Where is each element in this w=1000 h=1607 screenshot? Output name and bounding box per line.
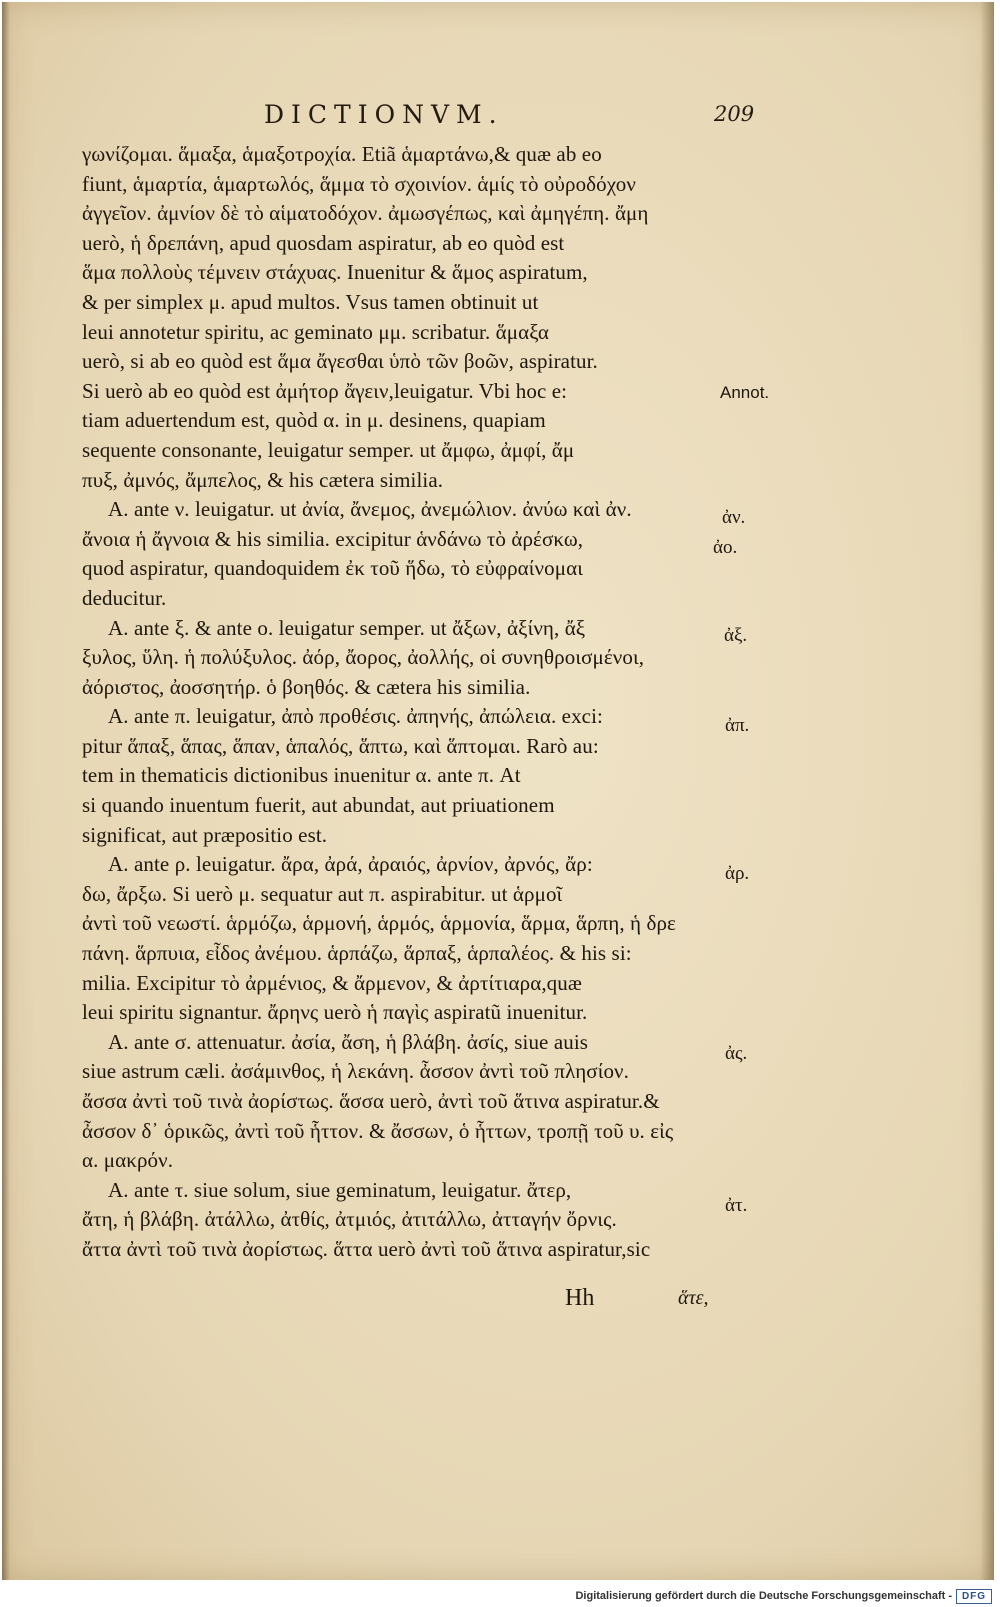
page-number: 209 — [714, 102, 755, 126]
body-text — [82, 140, 722, 1265]
text-line: ἀγγεῖον. ἀμνίον δὲ τὸ αἱματοδόχον. ἀμωσγέπως, καὶ ἀμηγέπη. ἄμη — [82, 201, 649, 226]
text-line: A. ante ξ. & ante ο. leuigatur semper. ut ἄξων, ἀξίνη, ἄξ — [108, 615, 586, 640]
margin-note-at: ἀτ. — [725, 1195, 748, 1216]
margin-note-an: ἀν. — [722, 507, 746, 528]
margin-note-ar: ἀρ. — [725, 863, 750, 884]
page-left-shadow — [2, 2, 10, 1580]
text-line: milia. Excipitur τὸ ἀρμένιος, & ἄρμενον, & ἀρτίτιαρα,quæ — [82, 970, 582, 995]
text-line: uerò, ἡ δρεπάνη, apud quosdam aspiratur, ab eo quòd est — [82, 230, 565, 255]
text-line: ἆσσον δ᾽ ὁρικῶς, ἀντὶ τοῦ ἧττον. & ἄσσων, ὁ ἧττων, τροπῇ τοῦ υ. εἰς — [82, 1118, 674, 1143]
text-line: si quando inuentum fuerit, aut abundat, aut priuationem — [82, 793, 555, 818]
text-line: A. ante τ. siue solum, siue geminatum, leuigatur. ἄτερ, — [108, 1177, 572, 1202]
margin-note-ap: ἀπ. — [725, 715, 750, 736]
text-line: δω, ἄρξω. Si uerò μ. sequatur aut π. aspirabitur. ut ἁρμοῖ — [82, 881, 563, 906]
text-line: α. μακρόν. — [82, 1148, 174, 1173]
page-header — [2, 100, 994, 134]
text-line: pitur ἅπαξ, ἅπας, ἅπαν, ἁπαλός, ἅπτω, καὶ ἅπτομαι. Rarò au: — [82, 733, 599, 758]
text-line: ἄτη, ἡ βλάβη. ἀτάλλω, ἀτθίς, ἀτμιός, ἀτιτάλλω, ἀτταγήν ὄρνις. — [82, 1207, 617, 1232]
text-line: ἀντὶ τοῦ νεωστί. ἁρμόζω, ἁρμονή, ἁρμός, ἁρμονία, ἅρμα, ἅρπη, ἡ δρε — [82, 911, 676, 936]
text-line: deducitur. — [82, 585, 167, 610]
catchword: ἅτε, — [678, 1287, 709, 1309]
text-line: A. ante π. leuigatur, ἀπὸ προθέσις. ἀπηνής, ἀπώλεια. exci: — [108, 704, 603, 729]
margin-note-ao: ἀο. — [713, 537, 738, 558]
text-line: tem in thematicis dictionibus inuenitur α. ante π. At — [82, 763, 521, 788]
footer-credit: Digitalisierung gefördert durch die Deutsche Forschungsgemeinschaft - — [575, 1590, 952, 1602]
text-line: quod aspiratur, quandoquidem ἐκ τοῦ ἥδω, τὸ εὐφραίνομαι — [82, 556, 583, 581]
book-page-scan — [2, 2, 994, 1580]
text-line: ξυλος, ὕλη. ἡ πολύξυλος. ἀόρ, ἄορος, ἀολλής, οἱ συνηθροισμένοι, — [82, 645, 645, 670]
digitization-footer — [0, 1588, 1000, 1607]
page-right-shadow — [980, 2, 994, 1580]
text-line: leui annotetur spiritu, ac geminato μμ. scribatur. ἅμαξα — [82, 319, 550, 344]
margin-note-annot: Annot. — [720, 383, 770, 402]
signature-mark: Hh — [565, 1285, 595, 1311]
page-foot — [2, 1285, 994, 1315]
dfg-logo-text: DFG — [961, 1591, 987, 1602]
text-line: Si uerò ab eo quòd est ἀμήτορ ἄγειν,leuigatur. Vbi hoc e: — [82, 378, 568, 403]
text-line: fiunt, ἁμαρτία, ἁμαρτωλός, ἅμμα τὸ σχοινίον. ἁμίς τὸ οὐροδόχον — [82, 171, 636, 196]
text-line: uerò, si ab eo quòd est ἅμα ἄγεσθαι ὑπὸ τῶν βοῶν, aspiratur. — [82, 349, 598, 374]
text-line: A. ante ρ. leuigatur. ἄρα, ἀρά, ἀραιός, ἀρνίον, ἀρνός, ἄρ: — [108, 852, 593, 877]
text-line: ἄττα ἀντὶ τοῦ τινὰ ἀορίστως. ἅττα uerò ἀντὶ τοῦ ἅτινα aspiratur,sic — [82, 1236, 651, 1261]
text-line: & per simplex μ. apud multos. Vsus tamen obtinuit ut — [82, 289, 539, 314]
margin-note-ax: ἀξ. — [724, 625, 748, 646]
running-head: DICTIONVM. — [264, 100, 504, 129]
text-line: πυξ, ἀμνός, ἄμπελος, & his cætera similia. — [82, 467, 444, 492]
margin-note-as: ἀς. — [725, 1043, 748, 1064]
text-line: ἄνοια ἡ ἄγνοια & his similia. excipitur ἁνδάνω τὸ ἀρέσκω, — [82, 526, 584, 551]
text-line: γωνίζομαι. ἅμαξα, ἁμαξοτροχία. Etiã ἁμαρτάνω,& quæ ab eo — [82, 142, 602, 166]
text-line: ἀόριστος, ἀοσσητήρ. ὁ βοηθός. & cætera his similia. — [82, 674, 531, 699]
dfg-logo-icon — [956, 1589, 992, 1604]
text-line: significat, aut præpositio est. — [82, 822, 328, 847]
text-line: siue astrum cæli. ἀσάμινθος, ἡ λεκάνη. ἆσσον ἀντὶ τοῦ πλησίον. — [82, 1059, 630, 1084]
text-line: leui spiritu signantur. ἄρηνς uerò ἡ παγὶς aspiratũ inuenitur. — [82, 1000, 588, 1025]
text-line: ἄσσα ἀντὶ τοῦ τινὰ ἀορίστως. ἅσσα uerò, ἀντὶ τοῦ ἅτινα aspiratur.& — [82, 1089, 660, 1113]
text-line: πάνη. ἅρπυια, εἶδος ἀνέμου. ἁρπάζω, ἅρπαξ, ἁρπαλέος. & his si: — [82, 941, 632, 966]
text-line: tiam aduertendum est, quòd α. in μ. desinens, quapiam — [82, 408, 546, 433]
text-line: ἅμα πολλοὺς τέμνειν στάχυας. Inuenitur & ἅμος aspiratum, — [82, 260, 588, 285]
text-line: A. ante σ. attenuatur. ἀσία, ἄση, ἡ βλάβη. ἀσίς, siue auis — [108, 1029, 589, 1054]
text-line: sequente consonante, leuigatur semper. ut ἄμφω, ἀμφί, ἄμ — [82, 437, 575, 462]
text-line: A. ante ν. leuigatur. ut ἀνία, ἄνεμος, ἀνεμώλιον. ἀνύω καὶ ἀν. — [108, 497, 632, 522]
